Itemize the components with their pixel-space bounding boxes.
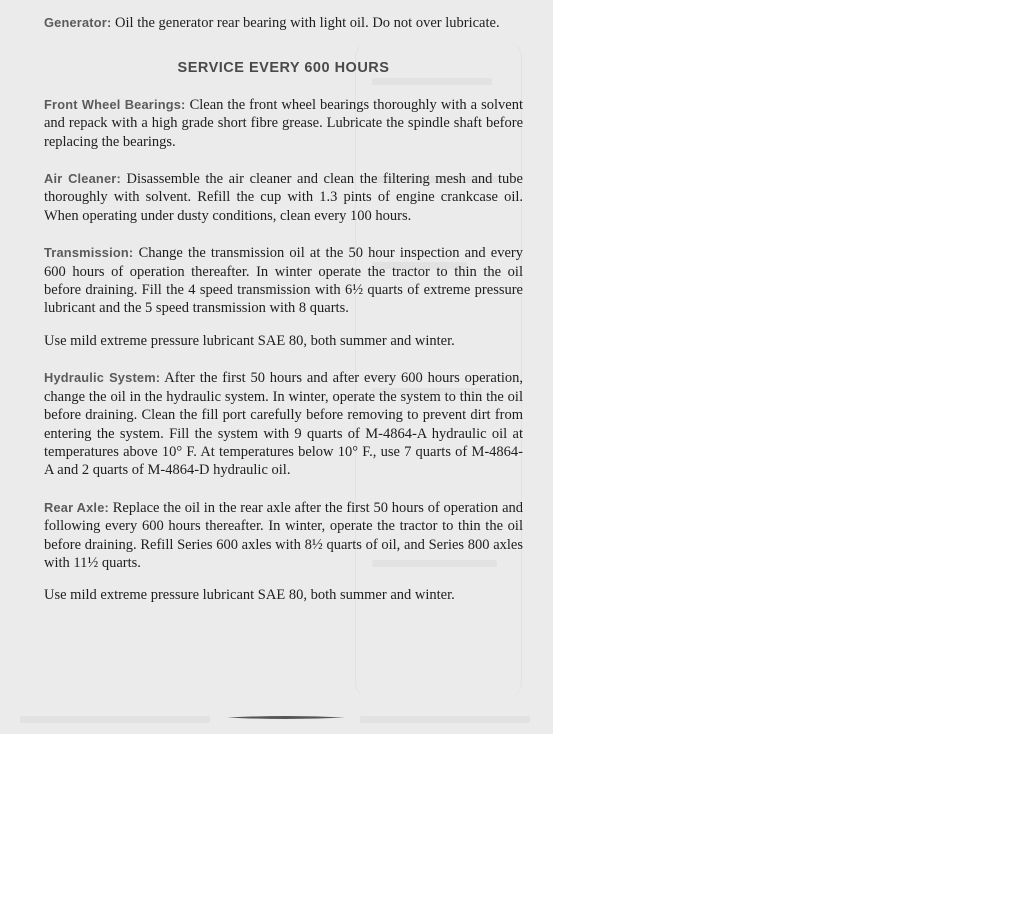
bleed-through-line [20, 716, 210, 723]
lubricant-note-2: Use mild extreme pressure lubricant SAE 80, both summer and winter. [44, 587, 455, 604]
rear-axle-text: Replace the oil in the rear axle after the first 50 hours of operation and following every 600 hours thereafter. In winter, operate the tractor to thin the oil before draining. Refill Series 600 axles with 8½ quarts of oil, and Series 800 axles with 11½ quarts. [44, 499, 524, 571]
hydraulic-paragraph [44, 369, 523, 479]
air-cleaner-text: Disassemble the air cleaner and clean the filtering mesh and tube thoroughly with solvent. Refill the cup with 1.3 pints of engine crankcase oil. When operating under dusty conditions, clean every 100 hours. [44, 171, 523, 224]
front-wheel-text: Clean the front wheel bearings thoroughly with a solvent and repack with a high grade short fibre grease. Lubricate the spindle shaft before replacing the bearings. [44, 96, 524, 150]
lubricant-note-1: Use mild extreme pressure lubricant SAE 80, both summer and winter. [44, 332, 455, 349]
manual-text-column [44, 14, 523, 605]
transmission-text: Change the transmission oil at the 50 hour inspection and every 600 hours of operation thereafter. In winter operate the tractor to thin the oil before draining. Fill the 4 speed transmission with 6½ quarts of extreme pressure lubricant and the 5 speed transmission with 8 quarts. [44, 245, 523, 317]
front-wheel-lead: Front Wheel Bearings: [44, 96, 186, 112]
generator-lead: Generator: [44, 15, 112, 30]
transmission-lead: Transmission: [44, 245, 134, 261]
decorative-rule [227, 715, 345, 720]
generator-text: Oil the generator rear bearing with light oil. Do not over lubricate. [115, 15, 500, 31]
hydraulic-lead: Hydraulic System: [44, 370, 161, 386]
generator-paragraph [44, 14, 523, 32]
rear-axle-lead: Rear Axle: [44, 499, 109, 515]
section-heading: SERVICE EVERY 600 HOURS [177, 60, 390, 77]
hydraulic-text: After the first 50 hours and after every 600 hours operation, change the oil in the hydraulic system. In winter, operate the system to thin the oil before draining. Clean the fill port carefully before removing to prevent dirt from entering the system. Fill the system with 9 quarts of M-4864-A hydraulic oil at temperatures above 10° F. At temperatures below 10° F., use 7 quarts of M-4864-A and 2 quarts of M-4864-D hydraulic oil. [44, 370, 523, 479]
scanned-page [0, 0, 553, 734]
rear-axle-paragraph [44, 499, 523, 573]
air-cleaner-paragraph [44, 170, 523, 225]
air-cleaner-lead: Air Cleaner: [44, 171, 121, 187]
bleed-through-line [360, 716, 530, 723]
front-wheel-paragraph [44, 96, 523, 151]
transmission-paragraph [44, 244, 523, 318]
